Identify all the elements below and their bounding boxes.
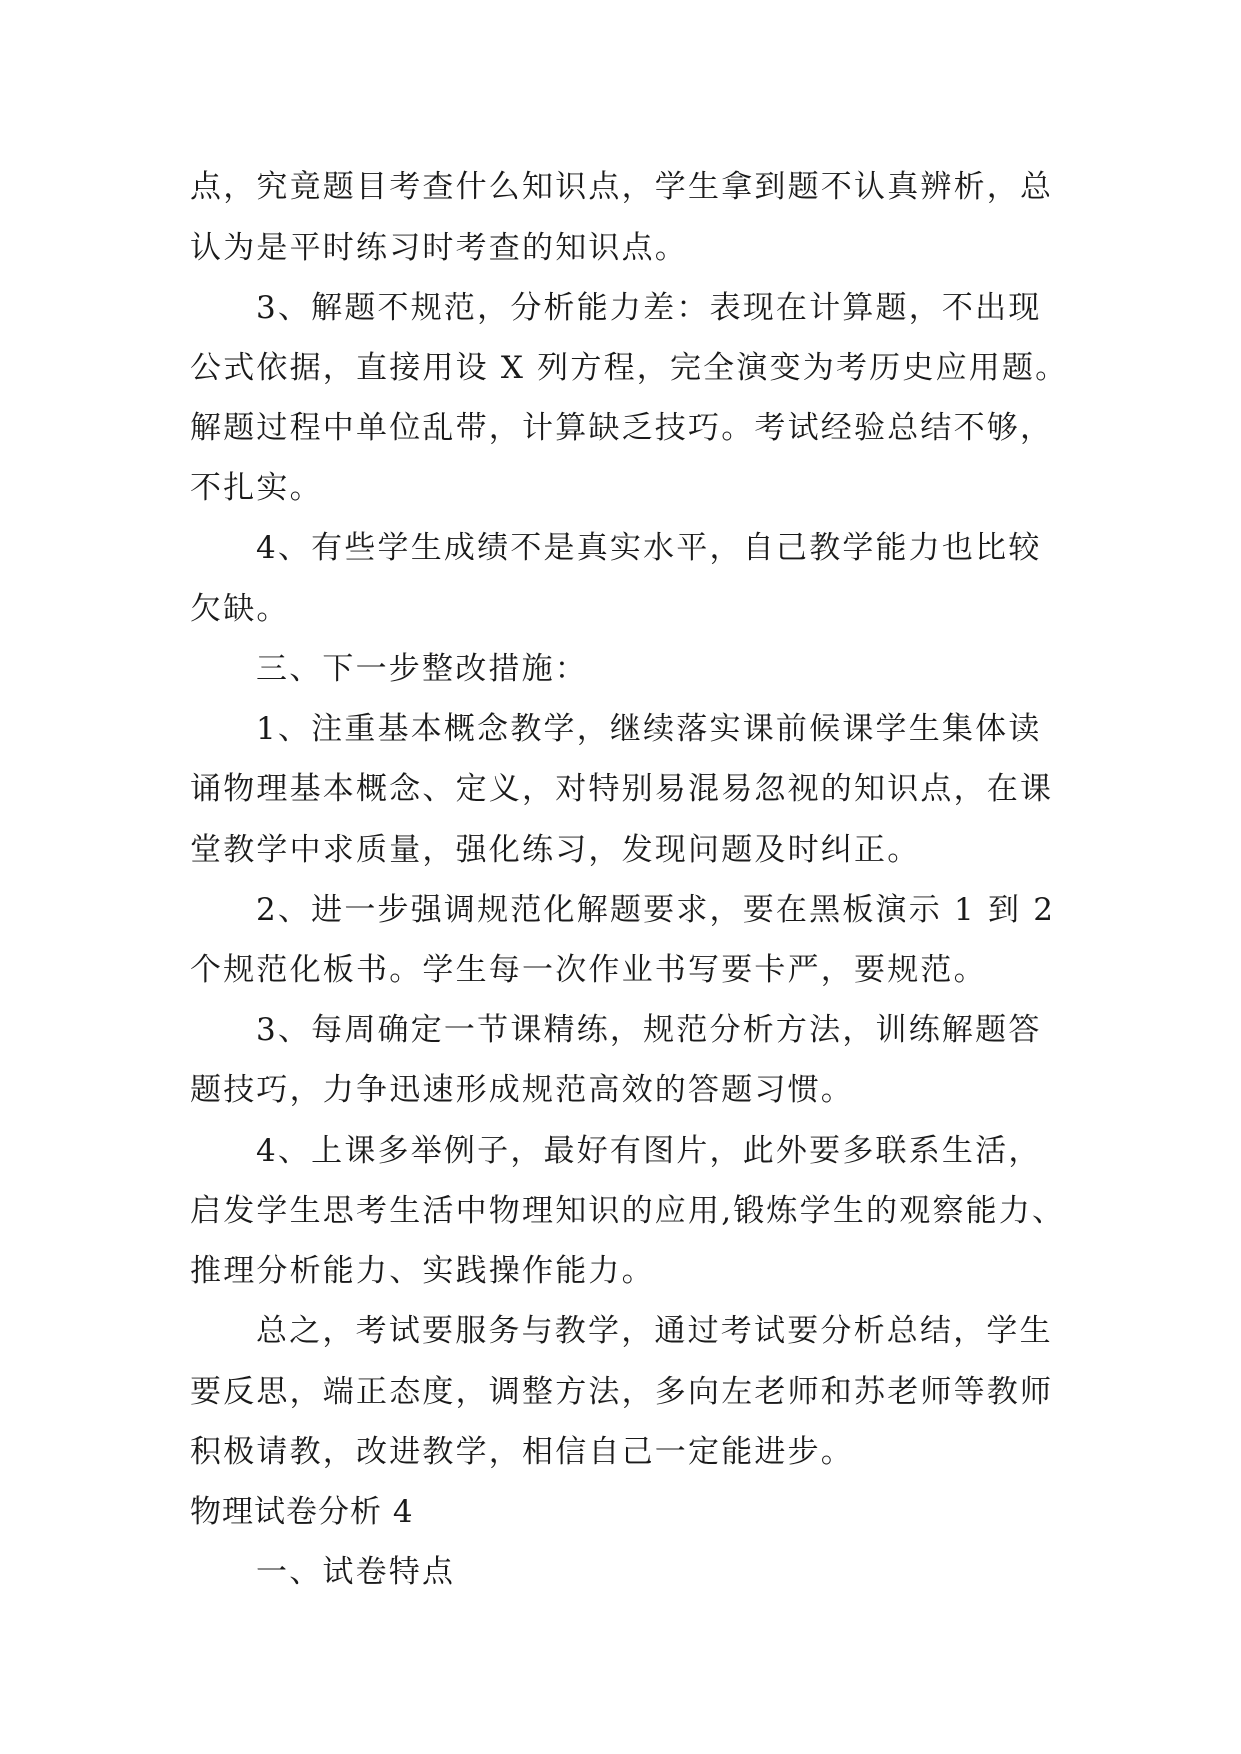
paragraph-line: 认为是平时练习时考查的知识点。 bbox=[190, 230, 688, 266]
paragraph-line: 积极请教，改进教学，相信自己一定能进步。 bbox=[190, 1434, 854, 1470]
paragraph-line: 堂教学中求质量，强化练习，发现问题及时纠正。 bbox=[190, 832, 921, 868]
paragraph-line: 点，究竟题目考查什么知识点，学生拿到题不认真辨析，总 bbox=[190, 169, 1054, 205]
document-title: 物理试卷分析 4 bbox=[190, 1494, 414, 1530]
paragraph-line: 推理分析能力、实践操作能力。 bbox=[190, 1253, 655, 1289]
paragraph-line: 诵物理基本概念、定义，对特别易混易忽视的知识点，在课 bbox=[190, 771, 1054, 807]
section-heading: 一、试卷特点 bbox=[256, 1554, 456, 1590]
paragraph-line: 4、上课多举例子，最好有图片，此外要多联系生活， bbox=[256, 1133, 1042, 1169]
section-heading: 三、下一步整改措施： bbox=[256, 651, 588, 687]
paragraph-line: 3、解题不规范，分析能力差：表现在计算题，不出现 bbox=[256, 290, 1042, 326]
paragraph-line: 解题过程中单位乱带，计算缺乏技巧。考试经验总结不够， bbox=[190, 410, 1054, 446]
paragraph-line: 不扎实。 bbox=[190, 470, 323, 506]
paragraph-line: 2、进一步强调规范化解题要求，要在黑板演示 1 到 2 bbox=[256, 892, 1056, 928]
paragraph-line: 公式依据，直接用设 X 列方程，完全演变为考历史应用题。 bbox=[190, 350, 1069, 386]
paragraph-line: 欠缺。 bbox=[190, 591, 290, 627]
paragraph-line: 总之，考试要服务与教学，通过考试要分析总结，学生 bbox=[256, 1313, 1053, 1349]
paragraph-line: 1、注重基本概念教学，继续落实课前候课学生集体读 bbox=[256, 711, 1042, 747]
paragraph-line: 题技巧，力争迅速形成规范高效的答题习惯。 bbox=[190, 1072, 854, 1108]
paragraph-line: 3、每周确定一节课精练，规范分析方法，训练解题答 bbox=[256, 1012, 1042, 1048]
paragraph-line: 要反思，端正态度，调整方法，多向左老师和苏老师等教师 bbox=[190, 1374, 1054, 1410]
paragraph-line: 启发学生思考生活中物理知识的应用,锻炼学生的观察能力、 bbox=[190, 1193, 1066, 1229]
paragraph-line: 个规范化板书。学生每一次作业书写要卡严，要规范。 bbox=[190, 952, 987, 988]
paragraph-line: 4、有些学生成绩不是真实水平，自己教学能力也比较 bbox=[256, 530, 1042, 566]
